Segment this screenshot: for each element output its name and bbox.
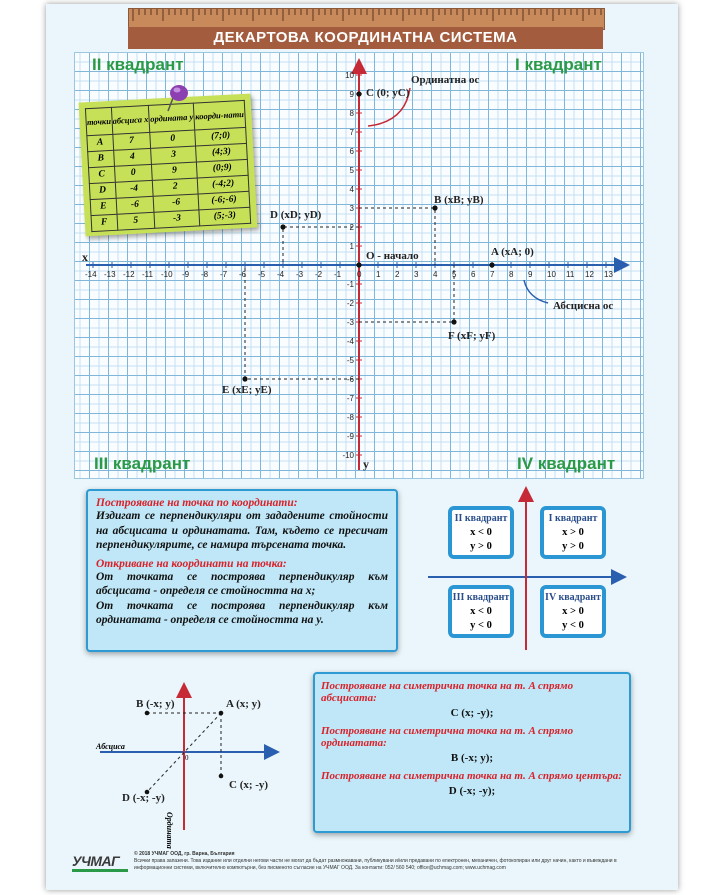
info-text: Издигат се перпендикуляри от зададените стойности на абсцисата и ординатата. Там, където се пресичат перпендикулярите, се намира търсената точка.: [96, 510, 388, 551]
table-cell: 0: [150, 130, 196, 148]
y-tick-label: 4: [349, 185, 354, 194]
x-tick-label: -5: [258, 270, 266, 279]
point-b-label: B (xB; yB): [434, 194, 484, 206]
x-tick-label: -7: [220, 270, 228, 279]
ordinate-axis-label: Ординатна ос: [411, 74, 480, 86]
sign-box-q4: [540, 585, 606, 638]
sign-y: y > 0: [470, 541, 492, 552]
y-tick-label: 1: [349, 242, 354, 251]
info-heading: Построяване на симетрична точка на т. A спрямо центъра:: [321, 770, 622, 782]
x-tick-label: 1: [376, 270, 381, 279]
info-text: От точката се построява перпендикуляр към ординатата - определя се стойността на y.: [96, 599, 388, 626]
table-cell: (7;0): [195, 127, 247, 146]
x-tick-label: -1: [334, 270, 342, 279]
table-cell: 7: [112, 132, 150, 150]
x-tick-label: 5: [452, 270, 457, 279]
info-value: C (x; -y);: [450, 707, 494, 719]
sign-box-title: I квадрант: [548, 513, 598, 524]
x-tick-label: 11: [566, 270, 575, 279]
info-text: От точката се построява перпендикуляр към абсцисата - определя се стойността на x;: [96, 570, 388, 597]
table-cell: -6: [116, 196, 154, 214]
coordinates-note: [79, 94, 258, 237]
point-d: [280, 224, 285, 229]
sym-point-c: C (x; -y): [229, 779, 269, 791]
table-cell: (-6;-6): [198, 191, 250, 210]
table-cell: A: [87, 134, 113, 151]
x-tick-label: -3: [296, 270, 304, 279]
y-tick-label: -8: [346, 413, 354, 422]
abscissa-axis-label: Абсцисна ос: [553, 300, 614, 312]
sign-x: x > 0: [562, 527, 584, 538]
sym-ordinate-label: Ордината: [165, 812, 174, 849]
y-tick-label: 8: [349, 109, 354, 118]
sign-y: y > 0: [562, 541, 584, 552]
y-axis-label: y: [363, 457, 369, 471]
sign-x: x < 0: [470, 527, 492, 538]
page-title: ДЕКАРТОВА КООРДИНАТНА СИСТЕМА: [128, 27, 603, 49]
point-b: [432, 205, 437, 210]
footer: [72, 851, 646, 879]
y-tick-label: -9: [346, 432, 354, 441]
origin-label: O - начало: [366, 250, 419, 262]
sym-point-b: B (-x; y): [136, 698, 175, 710]
table-cell: 3: [151, 146, 197, 164]
quadrant-1-label: I квадрант: [515, 55, 602, 74]
symmetry-info-box: [313, 672, 631, 833]
table-cell: 9: [152, 162, 198, 180]
y-tick-label: -10: [342, 451, 354, 460]
table-cell: 0: [114, 164, 152, 182]
copyright-text: © 2018 УЧМАГ ООД, гр. Варна, България: [134, 851, 235, 857]
table-cell: B: [88, 150, 114, 167]
info-value: B (-x; y);: [450, 752, 494, 764]
symmetry-diagram: [80, 680, 300, 840]
point-d-label: D (xD; yD): [270, 209, 322, 221]
point-e: [242, 376, 247, 381]
x-tick-label: 2: [395, 270, 400, 279]
point-f-label: F (xF; yF): [448, 330, 496, 342]
coordinates-table: [85, 100, 251, 232]
point-c: [356, 91, 361, 96]
x-axis-label: x: [82, 250, 88, 264]
table-cell: 2: [152, 178, 198, 196]
point-e-label: E (xE; yE): [222, 384, 272, 396]
y-tick-label: 9: [349, 90, 354, 99]
y-tick-label: 10: [345, 71, 354, 80]
table-cell: E: [90, 198, 116, 215]
x-tick-label: -13: [104, 270, 116, 279]
y-tick-label: 6: [349, 147, 354, 156]
origin-point: [356, 262, 361, 267]
x-tick-label: 10: [547, 270, 556, 279]
construction-info-box: [86, 489, 398, 652]
x-tick-label: -8: [201, 270, 209, 279]
table-header: ордината y: [149, 103, 195, 132]
x-tick-label: 7: [490, 270, 495, 279]
sign-box-title: IV квадрант: [545, 592, 601, 603]
y-tick-label: -4: [346, 337, 354, 346]
table-cell: (4;3): [196, 143, 248, 162]
sign-box-q3: [448, 585, 514, 638]
point-f: [451, 319, 456, 324]
point-a: [489, 262, 494, 267]
x-tick-label: -4: [277, 270, 285, 279]
table-cell: 4: [113, 148, 151, 166]
x-tick-label: -9: [182, 270, 190, 279]
x-tick-label: 9: [528, 270, 533, 279]
table-cell: 5: [117, 212, 155, 230]
x-tick-label: -2: [315, 270, 323, 279]
info-heading: Откриване на координати на точка:: [96, 557, 287, 570]
x-tick-label: 0: [357, 270, 362, 279]
guide-d: [283, 227, 359, 265]
table-cell: C: [89, 166, 115, 183]
guide-e: [245, 265, 359, 379]
sym-abscissa-label: Абсциса: [96, 742, 125, 751]
sign-x: x > 0: [562, 606, 584, 617]
sign-x: x < 0: [470, 606, 492, 617]
y-tick-label: 3: [349, 204, 354, 213]
guide-f: [359, 265, 454, 322]
table-header: коорди-нати: [193, 100, 245, 130]
sym-origin-label: 0: [185, 754, 189, 762]
rights-text: Всички права запазени. Това издание или отделни негови части не могат да бъдат размножавани, публикувани и/или предавани по електронен, механичен, фотокопиран или друг начин, както и въвеждани в информационни системи, включително компютърни, без писменото съгласие на УЧМАГ ООД. За контакти: 052/ 560 540; office@uchmag.com; www.uchmag.com: [134, 858, 617, 871]
x-tick-label: 6: [471, 270, 476, 279]
x-tick-label: -10: [161, 270, 173, 279]
x-tick-label: 4: [433, 270, 438, 279]
sym-point-a: A (x; y): [226, 698, 261, 710]
x-tick-label: 8: [509, 270, 514, 279]
table-cell: -4: [115, 180, 153, 198]
y-tick-label: -1: [346, 280, 354, 289]
y-tick-label: -7: [346, 394, 354, 403]
y-tick-label: 2: [349, 223, 354, 232]
table-cell: -6: [153, 194, 199, 212]
y-tick-label: 7: [349, 128, 354, 137]
sign-box-title: III квадрант: [452, 592, 510, 603]
info-value: D (-x; -y);: [448, 785, 496, 797]
sign-box-q2: [448, 506, 514, 559]
x-tick-label: 3: [414, 270, 419, 279]
table-cell: (5;-3): [199, 207, 251, 226]
table-header: точки: [85, 107, 112, 135]
sign-box-title: II квадрант: [454, 513, 508, 524]
quadrant-4-label: IV квадрант: [517, 454, 616, 473]
y-tick-label: -3: [346, 318, 354, 327]
x-tick-label: -11: [142, 270, 153, 279]
table-cell: (-4;2): [197, 175, 249, 194]
sym-point-d: D (-x; -y): [122, 792, 165, 804]
sign-y: y < 0: [470, 620, 492, 631]
table-header: абсциса x: [111, 105, 150, 134]
table-cell: (0;9): [197, 159, 249, 178]
table-cell: D: [89, 182, 115, 199]
info-heading: Построяване на точка по координати:: [96, 497, 298, 509]
info-heading: Построяване на симетрична точка на т. A спрямо ординатата:: [321, 725, 574, 749]
table-cell: -3: [154, 210, 200, 228]
publisher-logo: УЧМАГ: [72, 853, 128, 872]
pushpin-icon: [164, 80, 192, 114]
abscissa-pointer: [524, 280, 548, 303]
sign-box-q1: [540, 506, 606, 559]
y-tick-label: -5: [346, 356, 354, 365]
table-cell: F: [91, 214, 117, 231]
x-tick-label: -14: [85, 270, 97, 279]
x-tick-label: 12: [585, 270, 594, 279]
y-tick-label: 5: [349, 166, 354, 175]
y-tick-label: -6: [346, 375, 354, 384]
quadrant-3-label: III квадрант: [94, 454, 191, 473]
quadrant-2-label: II квадрант: [92, 55, 184, 74]
x-tick-label: -12: [123, 270, 135, 279]
info-heading: Построяване на симетрична точка на т. A спрямо абсцисата:: [321, 680, 574, 704]
y-tick-label: -2: [346, 299, 354, 308]
x-tick-label: -6: [239, 270, 247, 279]
sign-y: y < 0: [562, 620, 584, 631]
point-a-label: A (xA; 0): [491, 246, 534, 258]
x-tick-label: 13: [604, 270, 613, 279]
point-c-label: C (0; yC): [366, 87, 410, 99]
